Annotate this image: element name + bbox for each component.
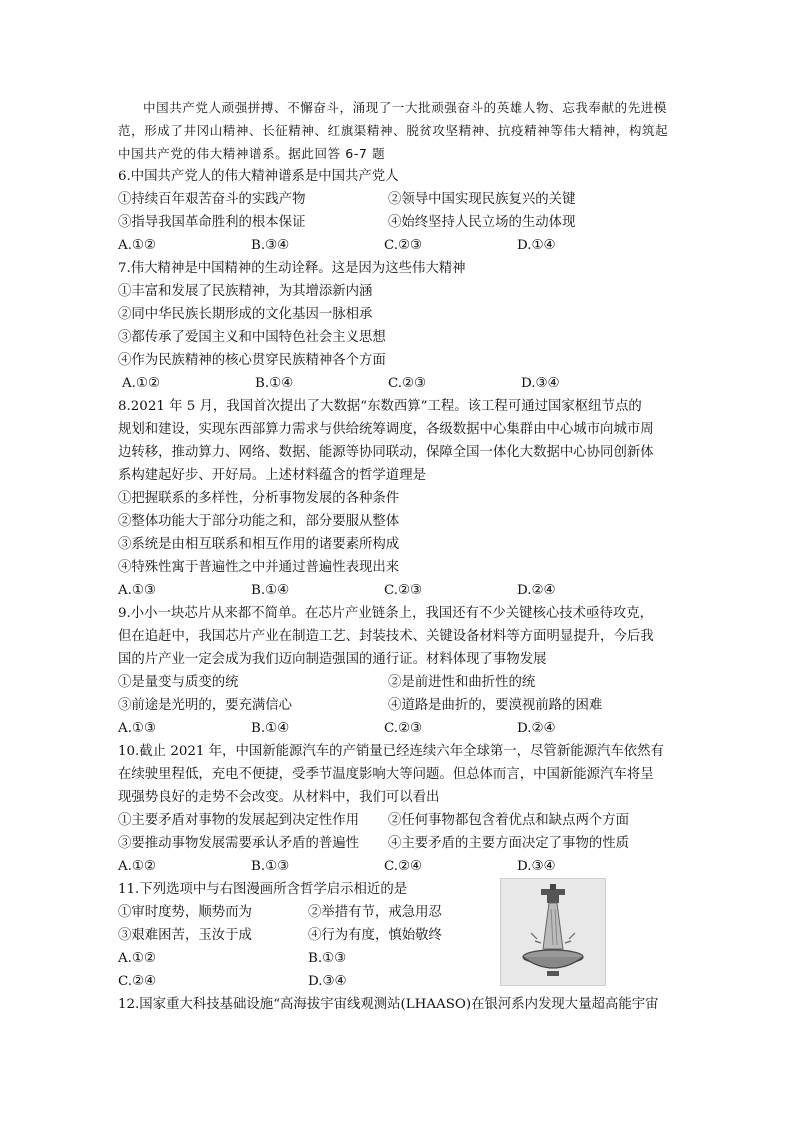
q8-option-2: ②整体功能大于部分功能之和，部分要服从整体 bbox=[118, 514, 400, 529]
q11-answer-a: A.①② bbox=[118, 951, 156, 966]
question-8-stem-line-1: 8.2021 年 5 月，我国首次提出了大数据“东数西算”工程。该工程可通过国家枢纽节点的 bbox=[118, 399, 642, 414]
intro-passage: 中国共产党人顽强拼搏、不懈奋斗，涌现了一大批顽强奋斗的英雄人物、忘我奉献的先进模范，形成了井冈山精神、长征精神、红旗渠精神、脱贫攻坚精神、抗疫精神等伟大精神，构筑起中国共产党的伟大精神谱系。据此回答 6-7 题 bbox=[118, 100, 669, 161]
question-7-stem: 7.伟大精神是中国精神的生动诠释。这是因为这些伟大精神 bbox=[118, 261, 466, 276]
question-6-options-row-1 bbox=[118, 188, 678, 211]
question-9-answers bbox=[118, 717, 678, 740]
question-8-stem-line-4: 系构建起好步、开好局。上述材料蕴含的哲学道理是 bbox=[118, 468, 426, 483]
question-9-stem-line-2: 但在追赶中，我国芯片产业在制造工艺、封装技术、关键设备材料等方面明显提升，今后我 bbox=[118, 629, 654, 644]
question-11-block bbox=[118, 878, 678, 993]
q7-answer-d: D.③④ bbox=[521, 376, 560, 391]
q7-option-1: ①丰富和发展了民族精神，为其增添新内涵 bbox=[118, 284, 373, 299]
q11-answer-c: C.②④ bbox=[118, 974, 157, 989]
q11-option-1: ①审时度势，顺势而为 bbox=[118, 905, 252, 920]
q10-answer-c: C.②④ bbox=[384, 859, 423, 874]
q9-answer-c: C.②③ bbox=[384, 721, 423, 736]
question-10-options-row-2 bbox=[118, 832, 678, 855]
question-10-stem-line-1: 10.截止 2021 年，中国新能源汽车的产销量已经连续六年全球第一，尽管新能源汽车依然有 bbox=[118, 744, 664, 759]
q7-answer-c: C.②③ bbox=[388, 376, 427, 391]
q6-option-2: ②领导中国实现民族复兴的关键 bbox=[388, 192, 576, 207]
question-6-stem: 6.中国共产党人的伟大精神谱系是中国共产党人 bbox=[118, 169, 399, 184]
q10-answer-b: B.①③ bbox=[251, 859, 290, 874]
q11-option-4: ④行为有度，慎始敬终 bbox=[308, 928, 442, 943]
q9-answer-b: B.①④ bbox=[251, 721, 290, 736]
q8-option-1: ①把握联系的多样性，分析事物发展的各种条件 bbox=[118, 491, 400, 506]
question-10-stem-line-3: 现强势良好的走势不会改变。从材料中，我们可以看出 bbox=[118, 790, 440, 805]
question-6-options-row-2 bbox=[118, 211, 678, 234]
q7-option-3: ③都传承了爱国主义和中国特色社会主义思想 bbox=[118, 330, 386, 345]
question-9-options-row-2 bbox=[118, 694, 678, 717]
question-9-stem-line-1: 9.小小一块芯片从来都不简单。在芯片产业链条上，我国还有不少关键核心技术亟待攻克， bbox=[118, 606, 654, 621]
q8-answer-d: D.②④ bbox=[517, 583, 556, 598]
question-9-stem-line-3: 国的片产业一定会成为我们迈向制造强国的通行证。材料体现了事物发展 bbox=[118, 652, 547, 667]
q8-option-3: ③系统是由相互联系和相互作用的诸要素所构成 bbox=[118, 537, 400, 552]
q9-option-3: ③前途是光明的，要充满信心 bbox=[118, 698, 293, 713]
q9-answer-a: A.①③ bbox=[118, 721, 156, 736]
q7-option-4: ④作为民族精神的核心贯穿民族精神各个方面 bbox=[118, 353, 386, 368]
q6-option-3: ③指导我国革命胜利的根本保证 bbox=[118, 215, 306, 230]
q10-answer-d: D.③④ bbox=[517, 859, 556, 874]
q8-answer-a: A.①③ bbox=[118, 583, 156, 598]
exam-page bbox=[118, 96, 678, 1016]
question-12-stem: 12.国家重大科技基础设施“高海拔宇宙线观测站(LHAASO)在银河系内发现大量超高能宇宙 bbox=[118, 997, 659, 1012]
q7-answer-a: A.①② bbox=[122, 376, 160, 391]
q10-answer-a: A.①② bbox=[118, 859, 156, 874]
q6-answer-b: B.③④ bbox=[251, 238, 290, 253]
q8-option-4: ④特殊性寓于普遍性之中并通过普遍性表现出来 bbox=[118, 560, 400, 575]
q8-answer-c: C.②③ bbox=[384, 583, 423, 598]
q6-option-4: ④始终坚持人民立场的生动体现 bbox=[388, 215, 576, 230]
q6-option-1: ①持续百年艰苦奋斗的实践产物 bbox=[118, 192, 306, 207]
q11-answer-d: D.③④ bbox=[308, 974, 347, 989]
question-8-answers bbox=[118, 579, 678, 602]
q6-answer-c: C.②③ bbox=[384, 238, 423, 253]
question-8-stem-line-2: 规划和建设，实现东西部算力需求与供给统筹调度，各级数据中心集群由中心城市向城市周 bbox=[118, 422, 654, 437]
faucet-cartoon-icon bbox=[501, 879, 605, 985]
q6-answer-a: A.①② bbox=[118, 238, 156, 253]
question-11-stem: 11.下列选项中与右图漫画所含哲学启示相近的是 bbox=[118, 882, 408, 897]
q6-answer-d: D.①④ bbox=[517, 238, 556, 253]
question-10-options-row-1 bbox=[118, 809, 678, 832]
question-6-answers bbox=[118, 234, 678, 257]
question-8-stem-line-3: 边转移，推动算力、网络、数据、能源等协同联动，保障全国一体化大数据中心协同创新体 bbox=[118, 445, 654, 460]
q10-option-4: ④主要矛盾的主要方面决定了事物的性质 bbox=[388, 836, 630, 851]
q7-answer-b: B.①④ bbox=[255, 376, 294, 391]
q9-answer-d: D.②④ bbox=[517, 721, 556, 736]
question-10-answers bbox=[118, 855, 678, 878]
q10-option-2: ②任何事物都包含着优点和缺点两个方面 bbox=[388, 813, 630, 828]
q8-answer-b: B.①④ bbox=[251, 583, 290, 598]
question-9-options-row-1 bbox=[118, 671, 678, 694]
q10-option-3: ③要推动事物发展需要承认矛盾的普遍性 bbox=[118, 836, 360, 851]
faucet-cartoon-image bbox=[500, 878, 606, 986]
q7-option-2: ②同中华民族长期形成的文化基因一脉相承 bbox=[118, 307, 373, 322]
question-7-answers bbox=[118, 372, 678, 395]
question-10-stem-line-2: 在续驶里程低，充电不便捷，受季节温度影响大等问题。但总体而言，中国新能源汽车将呈 bbox=[118, 767, 654, 782]
q9-option-4: ④道路是曲折的，要漠视前路的困难 bbox=[388, 698, 603, 713]
q9-option-1: ①是量变与质变的统 bbox=[118, 675, 239, 690]
q11-answer-b: B.①③ bbox=[308, 951, 347, 966]
q9-option-2: ②是前进性和曲折性的统 bbox=[388, 675, 536, 690]
q10-option-1: ①主要矛盾对事物的发展起到决定性作用 bbox=[118, 813, 360, 828]
q11-option-3: ③艰难困苦，玉汝于成 bbox=[118, 928, 252, 943]
q11-option-2: ②举措有节，戒急用忍 bbox=[308, 905, 442, 920]
